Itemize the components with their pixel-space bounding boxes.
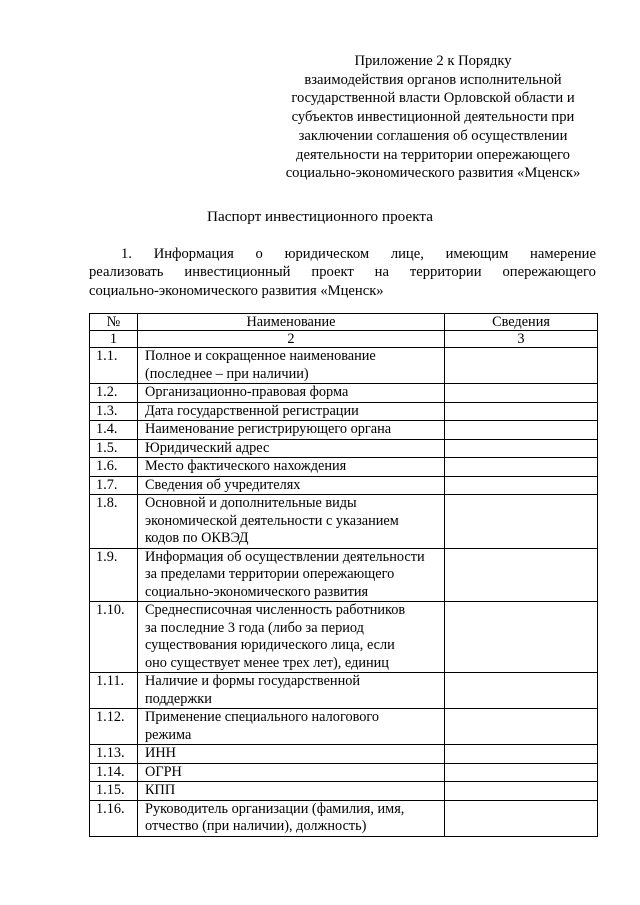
table-row	[90, 745, 598, 764]
heading-word: инвестиционный	[184, 264, 291, 281]
row-value-cell	[445, 602, 598, 673]
appendix-line: взаимодействия органов исполнительной	[304, 71, 562, 88]
row-number: 1.15.	[90, 782, 138, 801]
row-value-cell	[445, 548, 598, 602]
row-name-line: Информация об осуществлении деятельности	[145, 548, 425, 565]
row-name	[138, 348, 445, 384]
row-name-line: Основной и дополнительные виды	[145, 495, 357, 511]
row-value-cell	[445, 673, 598, 709]
section-heading	[89, 245, 596, 300]
appendix-line: субъектов инвестиционной деятельности при	[291, 109, 575, 126]
table-row	[90, 800, 598, 836]
row-name-line: экономической деятельности с указанием	[145, 512, 399, 529]
row-value-cell	[445, 402, 598, 421]
table-row	[90, 421, 598, 440]
table-row	[90, 602, 598, 673]
column-numbering-row	[90, 331, 598, 348]
table-row	[90, 782, 598, 801]
appendix-note	[270, 52, 596, 183]
row-name-line: социально-экономического развития	[145, 583, 369, 600]
row-name-line: Юридический адрес	[145, 439, 270, 456]
appendix-line: государственной власти Орловской области и	[291, 90, 575, 107]
table-row	[90, 763, 598, 782]
row-value-cell	[445, 421, 598, 440]
table-row	[90, 402, 598, 421]
passport-table	[89, 313, 598, 837]
heading-word: территории	[409, 264, 482, 281]
row-name-line: отчество (при наличии), должность)	[145, 818, 367, 834]
row-name-line: Руководитель организации (фамилия, имя,	[145, 800, 405, 817]
row-name	[138, 421, 445, 440]
table-row	[90, 673, 598, 709]
row-name-line: за последние 3 года (либо за период	[145, 619, 364, 636]
row-name-line: Наименование регистрирующего органа	[145, 421, 392, 437]
heading-word: реализовать	[89, 264, 164, 281]
table-row	[90, 709, 598, 745]
document-title: Паспорт инвестиционного проекта	[207, 208, 433, 225]
table-row	[90, 476, 598, 495]
row-number: 1.10.	[90, 602, 138, 673]
row-name-line: Место фактического нахождения	[145, 458, 347, 474]
row-value-cell	[445, 458, 598, 477]
appendix-line: заключении соглашения об осуществлении	[298, 127, 568, 144]
row-name	[138, 673, 445, 709]
row-name-line: ИНН	[145, 745, 176, 761]
row-name-line: кодов по ОКВЭД	[145, 530, 249, 546]
table-row	[90, 348, 598, 384]
row-number: 1.16.	[90, 800, 138, 836]
row-number: 1.6.	[90, 458, 138, 477]
row-value-cell	[445, 709, 598, 745]
row-value-cell	[445, 745, 598, 764]
header-number: №	[90, 314, 138, 331]
row-value-cell	[445, 800, 598, 836]
row-name	[138, 709, 445, 745]
row-number: 1.1.	[90, 348, 138, 384]
row-number: 1.2.	[90, 384, 138, 403]
row-name-line: Полное и сокращенное наименование	[145, 348, 376, 364]
row-number: 1.11.	[90, 673, 138, 709]
row-name	[138, 602, 445, 673]
row-name	[138, 495, 445, 549]
row-number: 1.12.	[90, 709, 138, 745]
table-header-row	[90, 314, 598, 331]
appendix-line: Приложение 2 к Порядку	[354, 53, 512, 69]
row-name	[138, 782, 445, 801]
row-number: 1.8.	[90, 495, 138, 549]
column-number-3: 3	[445, 331, 598, 348]
heading-word: 1.	[121, 246, 132, 262]
table-body	[90, 348, 598, 837]
row-number: 1.3.	[90, 402, 138, 421]
column-number-2: 2	[138, 331, 445, 348]
row-value-cell	[445, 782, 598, 801]
row-name	[138, 800, 445, 836]
row-value-cell	[445, 384, 598, 403]
heading-word: Информация	[153, 246, 234, 262]
row-number: 1.5.	[90, 439, 138, 458]
row-name-line: Дата государственной регистрации	[145, 402, 359, 419]
row-name	[138, 458, 445, 477]
heading-word: имеющим	[445, 246, 509, 262]
row-name	[138, 476, 445, 495]
row-name	[138, 548, 445, 602]
row-name	[138, 745, 445, 764]
row-number: 1.7.	[90, 476, 138, 495]
section-heading-line-1	[89, 245, 596, 263]
row-name-line: Применение специального налогового	[145, 709, 380, 725]
row-name-line: Наличие и формы государственной	[145, 673, 361, 689]
header-info: Сведения	[445, 314, 598, 331]
row-name-line: ОГРН	[145, 763, 182, 780]
row-value-cell	[445, 763, 598, 782]
row-name-line: Организационно-правовая форма	[145, 384, 349, 400]
row-name-line: поддержки	[145, 690, 212, 707]
row-number: 1.4.	[90, 421, 138, 440]
appendix-line: деятельности на территории опережающего	[296, 146, 570, 163]
row-value-cell	[445, 476, 598, 495]
row-name	[138, 402, 445, 421]
heading-word: о	[255, 246, 263, 262]
column-number-1: 1	[90, 331, 138, 348]
row-value-cell	[445, 495, 598, 549]
section-heading-line-2	[89, 263, 596, 281]
appendix-line: социально-экономического развития «Мценск»	[285, 165, 581, 182]
heading-word: на	[374, 264, 389, 281]
row-name-line: оно существует менее трех лет), единиц	[145, 654, 389, 671]
row-name-line: режима	[145, 726, 192, 743]
row-number: 1.13.	[90, 745, 138, 764]
row-name-line: Сведения об учредителях	[145, 476, 301, 493]
row-name-line: Среднесписочная численность работников	[145, 602, 406, 618]
row-value-cell	[445, 348, 598, 384]
table-row	[90, 548, 598, 602]
heading-word: проект	[311, 264, 354, 281]
row-name-line: КПП	[145, 782, 176, 798]
row-name-line: (последнее – при наличии)	[145, 365, 309, 382]
heading-word: намерение	[530, 246, 596, 262]
table-row	[90, 439, 598, 458]
header-name: Наименование	[138, 314, 445, 331]
row-name	[138, 384, 445, 403]
row-name-line: существования юридического лица, если	[145, 637, 395, 653]
row-name	[138, 763, 445, 782]
table-row	[90, 458, 598, 477]
row-value-cell	[445, 439, 598, 458]
row-number: 1.9.	[90, 548, 138, 602]
heading-word: юридическом	[284, 246, 370, 262]
heading-word: лице,	[390, 246, 424, 262]
section-heading-line-3: социально-экономического развития «Мценск»	[89, 282, 384, 299]
row-name	[138, 439, 445, 458]
heading-word: опережающего	[502, 264, 596, 281]
row-number: 1.14.	[90, 763, 138, 782]
table-row	[90, 495, 598, 549]
row-name-line: за пределами территории опережающего	[145, 566, 395, 582]
table-row	[90, 384, 598, 403]
